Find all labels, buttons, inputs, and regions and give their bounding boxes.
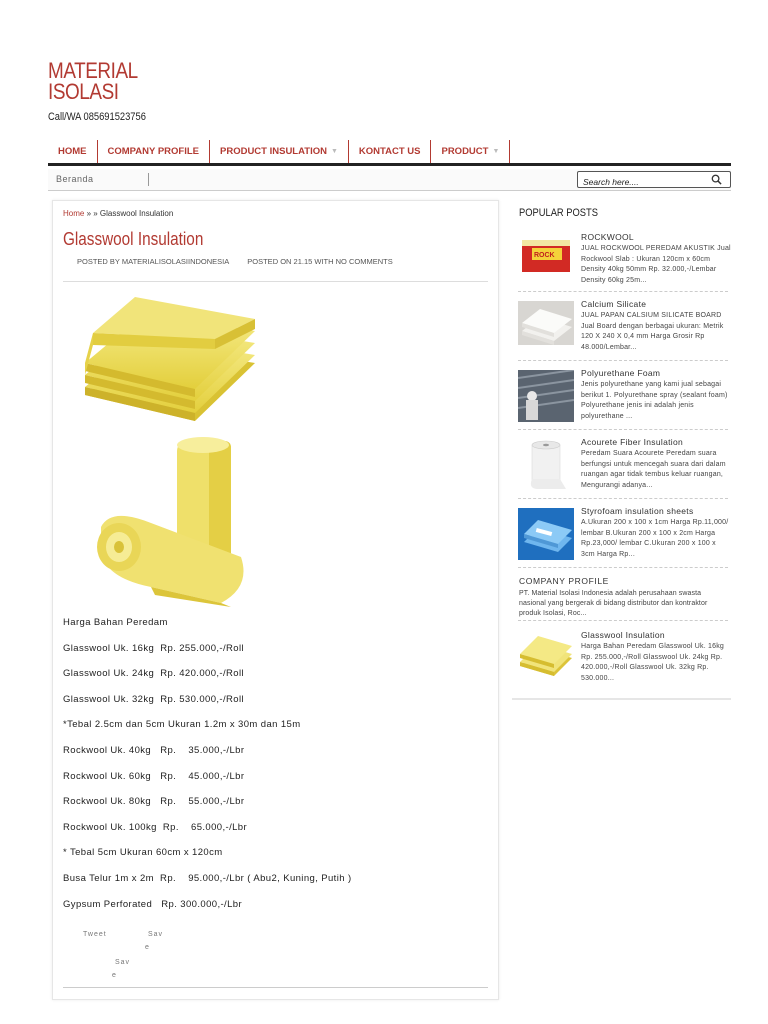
main-nav bbox=[48, 140, 731, 166]
post-line: Busa Telur 1m x 2m Rp. 95.000,-/Lbr ( Abu2, Kuning, Putih ) bbox=[63, 872, 352, 884]
popular-post-snippet: A.Ukuran 200 x 100 x 1cm Harga Rp.11,000/ lembar B.Ukuran 200 x 100 x 2cm Harga Rp.23,000/ lembar C.Ukuran 200 x 100 x 3cm Harga Rp... bbox=[581, 519, 729, 558]
crumb-home-link[interactable]: Beranda bbox=[56, 174, 94, 184]
post-line: * Tebal 5cm Ukuran 60cm x 120cm bbox=[63, 847, 223, 859]
nav-item-label: PRODUCT INSULATION bbox=[220, 145, 327, 157]
popular-post[interactable] bbox=[518, 508, 728, 574]
post-line: Glasswool Uk. 32kg Rp. 530.000,-/Roll bbox=[63, 693, 244, 705]
chevron-down-icon: ▼ bbox=[330, 147, 338, 155]
breadcrumb bbox=[63, 209, 173, 218]
title-divider bbox=[63, 281, 488, 282]
save-button-wrap: e bbox=[145, 944, 150, 951]
styrofoam-thumbnail[interactable] bbox=[518, 508, 574, 560]
nav-item-label: KONTACT US bbox=[358, 145, 421, 157]
search-box bbox=[577, 171, 731, 188]
breadcrumb-rest: » » Glasswool Insulation bbox=[84, 209, 174, 218]
glasswool-slabs-image bbox=[65, 293, 257, 425]
post-divider bbox=[518, 360, 728, 361]
post-divider bbox=[518, 291, 728, 292]
post-divider bbox=[518, 567, 728, 568]
post-author[interactable]: POSTED BY MATERIALISOLASIINDONESIA bbox=[77, 257, 230, 266]
post-line: Rockwool Uk. 60kg Rp. 45.000,-/Lbr bbox=[63, 770, 245, 782]
post-line: *Tebal 2.5cm dan 5cm Ukuran 1.2m x 30m dan 15m bbox=[63, 719, 301, 731]
save-button[interactable]: Sav bbox=[115, 959, 131, 966]
polyurethane-thumbnail[interactable] bbox=[518, 370, 574, 422]
company-profile-post[interactable] bbox=[519, 576, 729, 619]
post-line: Glasswool Uk. 16kg Rp. 255.000,-/Roll bbox=[63, 642, 244, 654]
popular-post-snippet: Peredam Suara Acourete Peredam suara berfungsi untuk mencegah suara dari dalam ruangan agar tidak tembus keluar ruangan, Mengurangi adanya... bbox=[581, 450, 726, 489]
post-container bbox=[52, 200, 499, 1000]
popular-post-snippet: Harga Bahan Peredam Glasswool Uk. 16kg Rp. 255.000,-/Roll Glasswool Uk. 24kg Rp. 420.000,-/Roll Glasswool Uk. 32kg Rp. 530.000... bbox=[581, 643, 725, 682]
nav-item-home[interactable] bbox=[48, 140, 98, 163]
popular-post-title[interactable]: ROCKWOOL bbox=[581, 232, 634, 242]
popular-post[interactable] bbox=[518, 370, 728, 436]
company-profile-title[interactable]: COMPANY PROFILE bbox=[519, 576, 609, 586]
crumb-divider bbox=[148, 173, 149, 186]
nav-item-kontact-us[interactable] bbox=[349, 140, 432, 163]
tweet-button[interactable]: Tweet bbox=[83, 931, 107, 938]
chevron-down-icon: ▼ bbox=[492, 147, 500, 155]
popular-post-snippet: Jenis polyurethane yang kami jual sebagai berikut 1. Polyurethane spray (sealant foam) Polyurethane jenis ini adalah jenis polyurethane ... bbox=[581, 381, 728, 420]
site-title[interactable] bbox=[48, 60, 138, 102]
site-phone: Call/WA 085691523756 bbox=[48, 111, 146, 123]
post-divider bbox=[518, 498, 728, 499]
post-line: Rockwool Uk. 100kg Rp. 65.000,-/Lbr bbox=[63, 821, 248, 833]
popular-post-title[interactable]: Acourete Fiber Insulation bbox=[581, 437, 683, 447]
save-button[interactable]: Sav bbox=[148, 931, 164, 938]
popular-post-title[interactable]: Polyurethane Foam bbox=[581, 368, 661, 378]
sidebar bbox=[512, 200, 731, 700]
svg-text:ROCK: ROCK bbox=[534, 252, 555, 259]
post-title[interactable]: Glasswool Insulation bbox=[63, 229, 204, 249]
nav-item-company-profile[interactable] bbox=[98, 140, 211, 163]
glasswool-rolls-image bbox=[91, 437, 253, 613]
post-divider bbox=[518, 620, 728, 621]
search-icon[interactable] bbox=[711, 174, 722, 185]
popular-post[interactable] bbox=[518, 439, 728, 505]
post-line: Rockwool Uk. 40kg Rp. 35.000,-/Lbr bbox=[63, 744, 245, 756]
post-line: Glasswool Uk. 24kg Rp. 420.000,-/Roll bbox=[63, 668, 244, 680]
post-meta bbox=[77, 257, 393, 266]
popular-post[interactable] bbox=[518, 301, 728, 367]
save-button-wrap: e bbox=[112, 972, 117, 979]
post-line: Gypsum Perforated Rp. 300.000,-/Lbr bbox=[63, 898, 243, 910]
breadcrumb-home-link[interactable]: Home bbox=[63, 209, 85, 218]
glasswool-thumbnail[interactable] bbox=[518, 632, 574, 682]
rockwool-thumbnail[interactable] bbox=[518, 234, 574, 278]
site-title-line2: ISOLASI bbox=[48, 79, 119, 104]
post-body bbox=[63, 615, 352, 922]
post-line: Harga Bahan Peredam bbox=[63, 617, 168, 628]
popular-post-snippet: JUAL ROCKWOOL PEREDAM AKUSTIK Jual Rockwool Slab : Ukuran 120cm x 60cm Density 40kg 50mm Rp. 32.000,-/Lembar Density 60kg 25m... bbox=[581, 245, 731, 284]
company-profile-snippet: PT. Material Isolasi Indonesia adalah perusahaan swasta nasional yang bergerak di bidang distributor dan kontraktor produk Isolasi, Roc... bbox=[519, 590, 708, 617]
post-date[interactable]: POSTED ON 21.15 WITH NO COMMENTS bbox=[247, 257, 393, 266]
acourete-thumbnail[interactable] bbox=[518, 439, 574, 491]
popular-posts-title: POPULAR POSTS bbox=[519, 207, 598, 219]
popular-post-title[interactable]: Styrofoam insulation sheets bbox=[581, 506, 694, 516]
calcium-silicate-thumbnail[interactable] bbox=[518, 301, 574, 345]
search-input[interactable] bbox=[578, 175, 698, 190]
nav-item-label: COMPANY PROFILE bbox=[107, 145, 199, 157]
nav-item-product-insulation[interactable] bbox=[210, 140, 349, 163]
nav-item-label: HOME bbox=[58, 145, 87, 157]
nav-item-label: PRODUCT bbox=[441, 145, 489, 157]
post-footer-divider bbox=[63, 987, 488, 988]
site-title-line1: MATERIAL bbox=[48, 58, 138, 83]
popular-post-title[interactable]: Glasswool Insulation bbox=[581, 630, 665, 640]
post-line: Rockwool Uk. 80kg Rp. 55.000,-/Lbr bbox=[63, 796, 245, 808]
popular-post-title[interactable]: Calcium Silicate bbox=[581, 299, 647, 309]
popular-post-snippet: JUAL PAPAN CALSIUM SILICATE BOARD Jual Board dengan berbagai ukuran: Metrik 120 X 240 X 0,4 mm Harga Grosir Rp 48.000/Lembar... bbox=[581, 312, 724, 351]
popular-post[interactable] bbox=[518, 632, 728, 698]
nav-item-product[interactable] bbox=[431, 140, 510, 163]
post-divider bbox=[518, 429, 728, 430]
